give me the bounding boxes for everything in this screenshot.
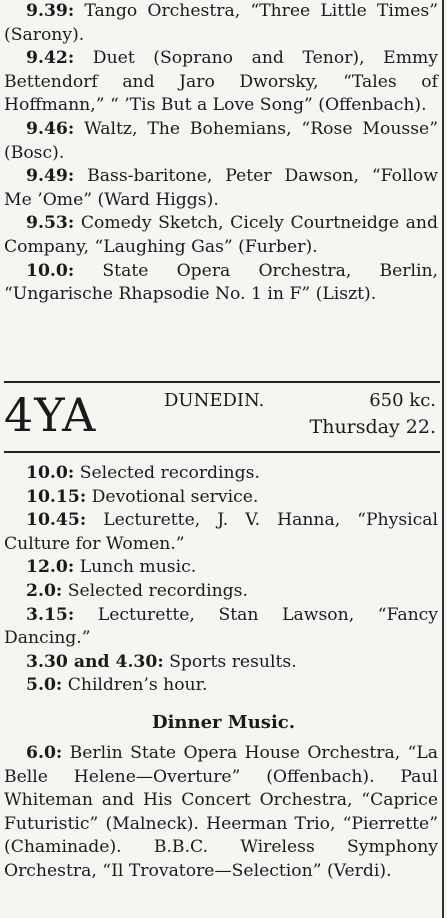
program-entry: 6.0: Berlin State Opera House Orchestra, “La Belle Helene—Overture” (Offenbach). Paul Whiteman and His Concert Orchestra, “Caprice Futuristic” (Malneck). Heerman Trio, “Pierrette” (Chaminade). B.B.C. Wireless Symphony Orchestra, “Il Trovatore—Selection” (Verdi). xyxy=(4,743,438,881)
station-callsign: 4YA xyxy=(4,388,97,442)
station-city: DUNEDIN. xyxy=(164,390,265,411)
program-list-schedule xyxy=(4,462,438,698)
program-entry: 3.15: Lecturette, Stan Lawson, “Fancy Dancing.” xyxy=(4,604,438,649)
program-entry: 9.46: Waltz, The Bohemians, “Rose Mousse” (Bosc). xyxy=(4,118,438,163)
dinner-music-section xyxy=(4,742,438,884)
program-entry: 5.0: Children’s hour. xyxy=(26,675,208,696)
program-entry: 10.15: Devotional service. xyxy=(26,486,259,507)
program-entry: 2.0: Selected recordings. xyxy=(26,580,248,601)
divider-rule xyxy=(4,451,440,453)
program-entry: 9.53: Comedy Sketch, Cicely Courtneidge and Company, “Laughing Gas” (Furber). xyxy=(4,213,438,257)
divider-rule xyxy=(4,381,440,383)
program-entry: 9.39: Tango Orchestra, “Three Little Times” (Sarony). xyxy=(4,1,438,45)
program-entry: 9.42: Duet (Soprano and Tenor), Emmy Bettendorf and Jaro Dworsky, “Tales of Hoffmann,” “ ’Tis But a Love Song” (Offenbach). xyxy=(4,48,438,116)
program-entry: 10.0: State Opera Orchestra, Berlin, “Ungarische Rhapsodie No. 1 in F” (Liszt). xyxy=(4,260,438,305)
station-date: Thursday 22. xyxy=(309,416,436,438)
program-entry: 9.49: Bass-baritone, Peter Dawson, “Follow Me ’Ome” (Ward Higgs). xyxy=(4,166,438,210)
dinner-music-heading: Dinner Music. xyxy=(151,712,296,733)
column-edge-line xyxy=(442,0,444,918)
station-header xyxy=(4,386,440,446)
program-entry: 12.0: Lunch music. xyxy=(26,557,197,578)
program-list-top xyxy=(4,0,438,307)
program-entry: 10.0: Selected recordings. xyxy=(26,463,260,483)
program-entry: 3.30 and 4.30: Sports results. xyxy=(26,651,297,672)
station-frequency: 650 kc. xyxy=(369,390,436,411)
program-entry: 10.45: Lecturette, J. V. Hanna, “Physical Culture for Women.” xyxy=(4,510,439,554)
